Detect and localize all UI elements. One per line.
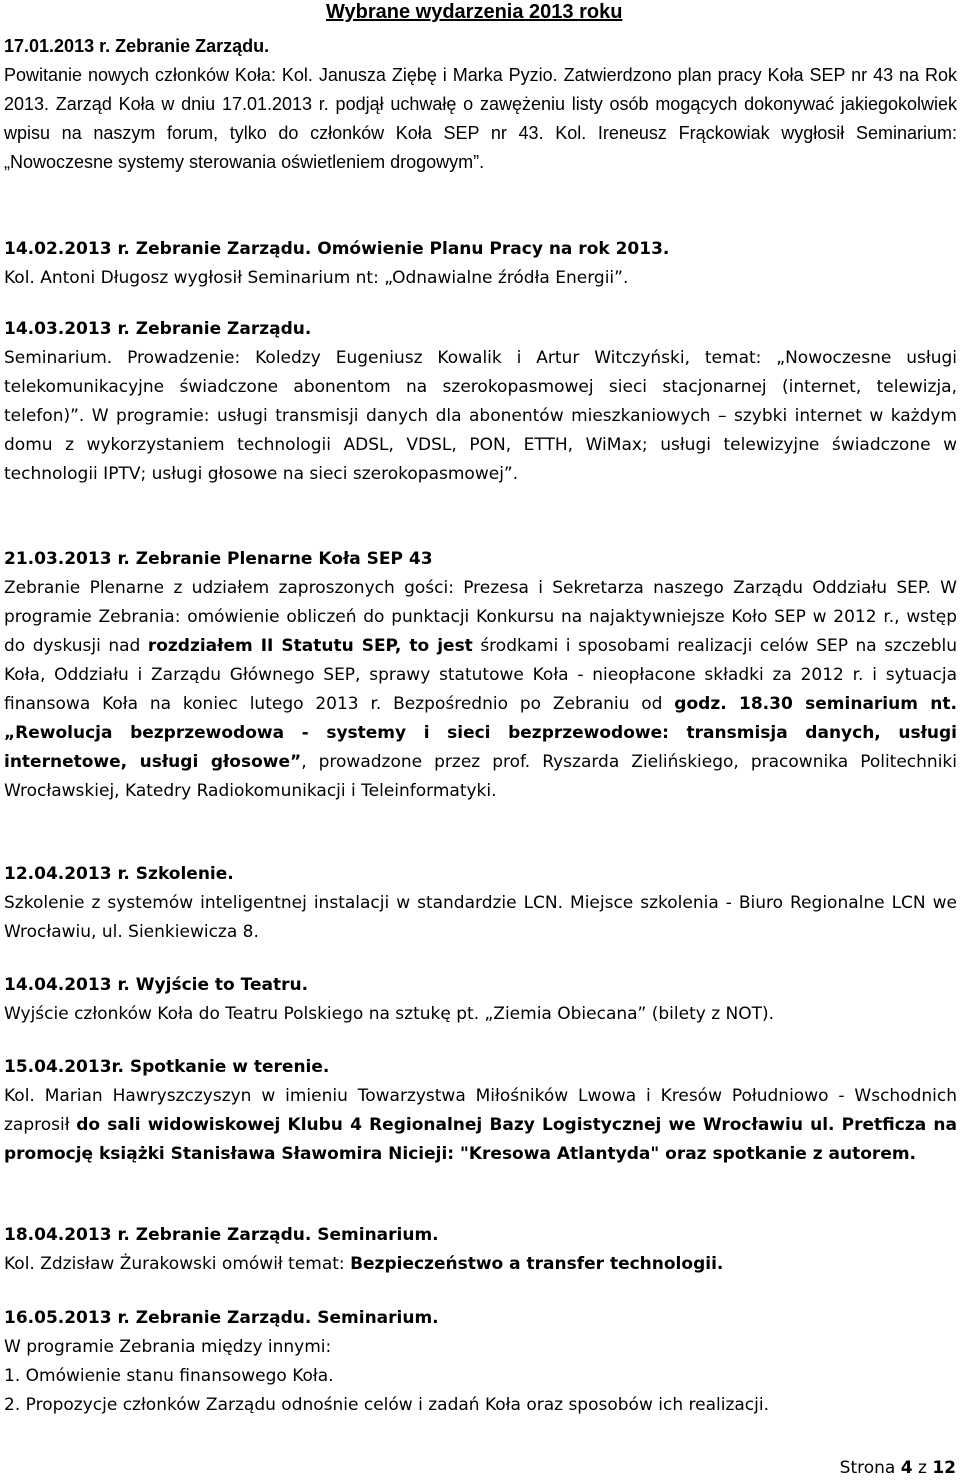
event-4-body-part-2: rozdziałem II Statutu SEP, to jest (147, 636, 473, 656)
page-title: Wybrane wydarzenia 2013 roku (326, 1, 623, 23)
event-7 (4, 1053, 957, 1169)
event-4-body (4, 574, 957, 806)
footer-total: 12 (932, 1458, 956, 1478)
event-4-body-part-5: , prowadzone przez prof. Ryszarda Zielińskiego, pracownika Politechniki Wrocławskiej, Katedry Radiokomunikacji i Teleinformatyki. (4, 752, 957, 801)
footer-prefix: Strona (839, 1458, 896, 1478)
event-4-header: 21.03.2013 r. Zebranie Plenarne Koła SEP 43 (4, 549, 433, 569)
event-1 (4, 32, 957, 177)
event-7-body-part-2: do sali widowiskowej Klubu 4 Regionalnej Bazy Logistycznej we Wrocławiu ul. Pretficza na promocję książki Stanisława Sławomira Nicieji: "Kresowa Atlantyda" oraz spotkanie z autorem. (4, 1115, 957, 1164)
event-4-body-part-3: środkami i sposobami realizacji celów SEP na szczeblu Koła, Oddziału i Zarządu Głównego SEP, sprawy statutowe Koła - nieopłacone składki za 2012 r. i sytuacja finansowa Koła na koniec lutego 2013 r. Bezpośrednio po Zebraniu od (4, 636, 957, 714)
event-1-body: Powitanie nowych członków Koła: Kol. Janusza Ziębę i Marka Pyzio. Zatwierdzono plan pracy Koła SEP nr 43 na Rok 2013. Zarząd Koła w dniu 17.01.2013 r. podjął uchwałę o zawężeniu listy osób mogących dokonywać jakiegokolwiek wpisu na naszym forum, tylko do członków Koła SEP nr 43. Kol. Ireneusz Frąckowiak wygłosił Seminarium: „Nowoczesne systemy sterowania oświetleniem drogowym”. (4, 65, 957, 172)
event-2 (4, 235, 957, 293)
event-7-body (4, 1082, 957, 1169)
event-9-line-3: 2. Propozycje członków Zarządu odnośnie celów i zadań Koła oraz sposobów ich realizacji. (4, 1395, 769, 1415)
event-3-header: 14.03.2013 r. Zebranie Zarządu. (4, 319, 312, 339)
event-8 (4, 1221, 957, 1279)
page-number-footer (840, 1455, 956, 1481)
event-9-line-2: 1. Omówienie stanu finansowego Koła. (4, 1366, 334, 1386)
event-4-body-part-1: Zebranie Plenarne z udziałem zaproszonych gości: Prezesa i Sekretarza naszego Zarządu Oddziału SEP. W programie Zebrania: omówienie obliczeń do punktacji Konkursu na najaktywniejsze Koło SEP w 2012 r., wstęp do dyskusji nad (4, 578, 957, 656)
event-9-line-1: W programie Zebrania między innymi: (4, 1337, 332, 1357)
event-5-header: 12.04.2013 r. Szkolenie. (4, 864, 234, 884)
event-7-header: 15.04.2013r. Spotkanie w terenie. (4, 1057, 330, 1077)
event-9 (4, 1304, 957, 1420)
event-1-header: 17.01.2013 r. Zebranie Zarządu. (4, 36, 270, 56)
event-4 (4, 545, 957, 806)
event-6-body: Wyjście członków Koła do Teatru Polskiego na sztukę pt. „Ziemia Obiecana” (bilety z NOT). (4, 1004, 775, 1024)
event-8-header: 18.04.2013 r. Zebranie Zarządu. Seminarium. (4, 1225, 439, 1245)
event-8-body-part-1: Kol. Zdzisław Żurakowski omówił temat: (4, 1254, 351, 1274)
event-3 (4, 315, 957, 489)
event-6 (4, 971, 957, 1029)
event-9-header: 16.05.2013 r. Zebranie Zarządu. Seminarium. (4, 1308, 439, 1328)
footer-middle: z (917, 1458, 927, 1478)
event-4-body-part-4: godz. 18.30 seminarium nt. „Rewolucja bezprzewodowa - systemy i sieci bezprzewodowe: transmisja danych, usługi internetowe, usługi głosowe” (4, 694, 957, 772)
event-3-body: Seminarium. Prowadzenie: Koledzy Eugeniusz Kowalik i Artur Witczyński, temat: „Nowoczesne usługi telekomunikacyjne świadczone abonentom na szerokopasmowej sieci stacjonarnej (internet, telewizja, telefon)”. W programie: usługi transmisji danych dla abonentów mieszkaniowych – szybki internet w każdym domu z wykorzystaniem technologii ADSL, VDSL, PON, ETTH, WiMax; usługi telewizyjne świadczone w technologii IPTV; usługi głosowe na sieci szerokopasmowej”. (4, 348, 957, 484)
event-7-body-part-1: Kol. Marian Hawryszczyszyn w imieniu Towarzystwa Miłośników Lwowa i Kresów Południowo - Wschodnich zaprosił (4, 1086, 957, 1135)
footer-page: 4 (900, 1458, 913, 1478)
event-6-header: 14.04.2013 r. Wyjście to Teatru. (4, 975, 309, 995)
event-8-body-part-2: Bezpieczeństwo a transfer technologii. (350, 1254, 724, 1274)
event-2-header: 14.02.2013 r. Zebranie Zarządu. Omówienie Planu Pracy na rok 2013. (4, 239, 670, 259)
event-5 (4, 860, 957, 947)
event-8-body (4, 1250, 957, 1279)
event-2-body: Kol. Antoni Długosz wygłosił Seminarium nt: „Odnawialne źródła Energii”. (4, 268, 629, 288)
event-5-body: Szkolenie z systemów inteligentnej instalacji w standardzie LCN. Miejsce szkolenia - Biuro Regionalne LCN we Wrocławiu, ul. Sienkiewicza 8. (4, 893, 957, 942)
